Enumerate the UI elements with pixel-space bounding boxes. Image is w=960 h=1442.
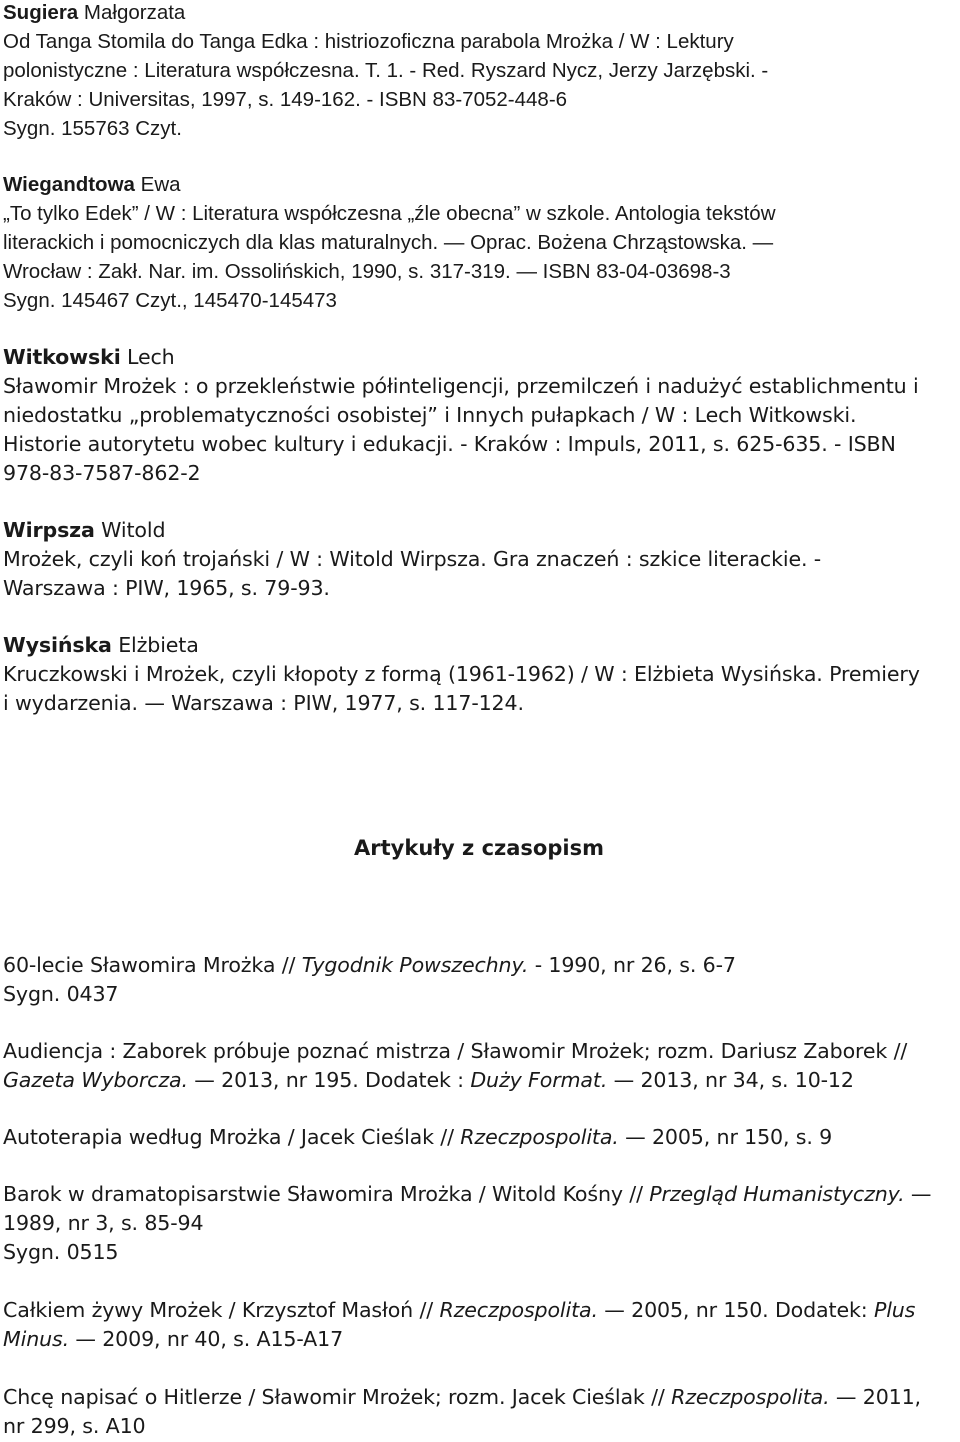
article-line bbox=[3, 1240, 118, 1264]
article-text: — 2005, nr 150. Dodatek: bbox=[597, 1298, 874, 1322]
article-line bbox=[3, 1068, 854, 1092]
entry-line: Od Tanga Stomila do Tanga Edka : histriozoficzna parabola Mrożka / W : Lektury bbox=[3, 30, 734, 53]
author-given-name: Witold bbox=[101, 518, 166, 542]
article-text: Sygn. 0515 bbox=[3, 1240, 119, 1264]
journal-title: Gazeta Wyborcza. bbox=[3, 1068, 188, 1092]
article-text: 60-lecie Sławomira Mrożka // bbox=[3, 953, 302, 977]
entry-author bbox=[3, 1, 185, 25]
author-given-name: Lech bbox=[127, 345, 175, 369]
entry-line: Mrożek, czyli koń trojański / W : Witold Wirpsza. Gra znaczeń : szkice literackie. - bbox=[3, 547, 822, 571]
article-line bbox=[3, 1211, 203, 1235]
article-line bbox=[3, 953, 736, 977]
article-text: Sygn. 0437 bbox=[3, 982, 119, 1006]
author-surname: Sugiera bbox=[3, 1, 79, 24]
entry-line: polonistyczne : Literatura współczesna. T. 1. - Red. Ryszard Nycz, Jerzy Jarzębski. - bbox=[3, 59, 769, 82]
article-text: — 2013, nr 34, s. 10-12 bbox=[607, 1068, 854, 1092]
article-line bbox=[3, 982, 118, 1006]
article-line bbox=[3, 1327, 343, 1351]
author-given-name: Ewa bbox=[140, 173, 181, 196]
article-text: Całkiem żywy Mrożek / Krzysztof Masłoń // bbox=[3, 1298, 440, 1322]
entry-line: Historie autorytetu wobec kultury i edukacji. - Kraków : Impuls, 2011, s. 625-635. - ISBN bbox=[3, 432, 896, 456]
article-text: Audiencja : Zaborek próbuje poznać mistrza / Sławomir Mrożek; rozm. Dariusz Zaborek // bbox=[3, 1039, 908, 1063]
article-line bbox=[3, 1385, 921, 1409]
article-text: - 1990, nr 26, s. 6-7 bbox=[528, 953, 736, 977]
journal-title: Tygodnik Powszechny. bbox=[301, 953, 529, 977]
journal-title: Plus bbox=[873, 1298, 916, 1322]
author-surname: Wirpsza bbox=[3, 518, 95, 542]
article-text: — 2009, nr 40, s. A15-A17 bbox=[68, 1327, 344, 1351]
section-heading-text: Artykuły z czasopism bbox=[354, 836, 604, 860]
article-line bbox=[3, 1125, 832, 1149]
article-line bbox=[3, 1182, 931, 1206]
journal-title: Przegląd Humanistyczny. bbox=[649, 1182, 905, 1206]
entry-line: literackich i pomocniczych dla klas maturalnych. — Oprac. Bożena Chrząstowska. — bbox=[3, 231, 774, 254]
article-text: — 2011, bbox=[829, 1385, 921, 1409]
entry-line: Wrocław : Zakł. Nar. im. Ossolińskich, 1990, s. 317-319. — ISBN 83-04-03698-3 bbox=[3, 260, 731, 283]
article-text: 1989, nr 3, s. 85-94 bbox=[3, 1211, 204, 1235]
article-text: Barok w dramatopisarstwie Sławomira Mrożka / Witold Kośny // bbox=[3, 1182, 650, 1206]
journal-title: Rzeczpospolita. bbox=[460, 1125, 619, 1149]
entry-line: niedostatku „problematyczności osobistej” i Innych pułapkach / W : Lech Witkowski. bbox=[3, 403, 857, 427]
entry-line: 978-83-7587-862-2 bbox=[3, 461, 201, 485]
article-line bbox=[3, 1298, 915, 1322]
journal-title: Rzeczpospolita. bbox=[439, 1298, 598, 1322]
entry-line: Sygn. 145467 Czyt., 145470-145473 bbox=[3, 289, 337, 312]
entry-line: Sygn. 155763 Czyt. bbox=[3, 117, 182, 140]
author-given-name: Elżbieta bbox=[118, 633, 199, 657]
article-text: Chcę napisać o Hitlerze / Sławomir Mrożek; rozm. Jacek Cieślak // bbox=[3, 1385, 672, 1409]
entry-author bbox=[3, 345, 175, 369]
author-surname: Wiegandtowa bbox=[3, 173, 135, 196]
entry-line: Warszawa : PIW, 1965, s. 79-93. bbox=[3, 576, 330, 600]
article-text: — bbox=[904, 1182, 932, 1206]
author-given-name: Małgorzata bbox=[83, 1, 186, 24]
entry-line: Kruczkowski i Mrożek, czyli kłopoty z formą (1961-1962) / W : Elżbieta Wysińska. Premiery bbox=[3, 662, 920, 686]
entry-author bbox=[3, 518, 165, 542]
article-line bbox=[3, 1039, 907, 1063]
entry-line: i wydarzenia. — Warszawa : PIW, 1977, s. 117-124. bbox=[3, 691, 524, 715]
section-heading bbox=[0, 836, 960, 860]
article-text: Autoterapia według Mrożka / Jacek Cieślak // bbox=[3, 1125, 461, 1149]
article-line bbox=[3, 1414, 145, 1438]
entry-line: „To tylko Edek” / W : Literatura współczesna „źle obecna” w szkole. Antologia tekstów bbox=[3, 202, 776, 225]
journal-title: Duży Format. bbox=[470, 1068, 608, 1092]
entry-author bbox=[3, 633, 199, 657]
article-text: — 2005, nr 150, s. 9 bbox=[618, 1125, 833, 1149]
article-text: nr 299, s. A10 bbox=[3, 1414, 146, 1438]
entry-line: Sławomir Mrożek : o przekleństwie półinteligencji, przemilczeń i nadużyć establichmentu i bbox=[3, 374, 919, 398]
author-surname: Witkowski bbox=[3, 345, 121, 369]
journal-title: Minus. bbox=[3, 1327, 69, 1351]
journal-title: Rzeczpospolita. bbox=[671, 1385, 830, 1409]
author-surname: Wysińska bbox=[3, 633, 112, 657]
entry-line: Kraków : Universitas, 1997, s. 149-162. - ISBN 83-7052-448-6 bbox=[3, 88, 568, 111]
article-text: — 2013, nr 195. Dodatek : bbox=[187, 1068, 471, 1092]
entry-author bbox=[3, 173, 181, 197]
